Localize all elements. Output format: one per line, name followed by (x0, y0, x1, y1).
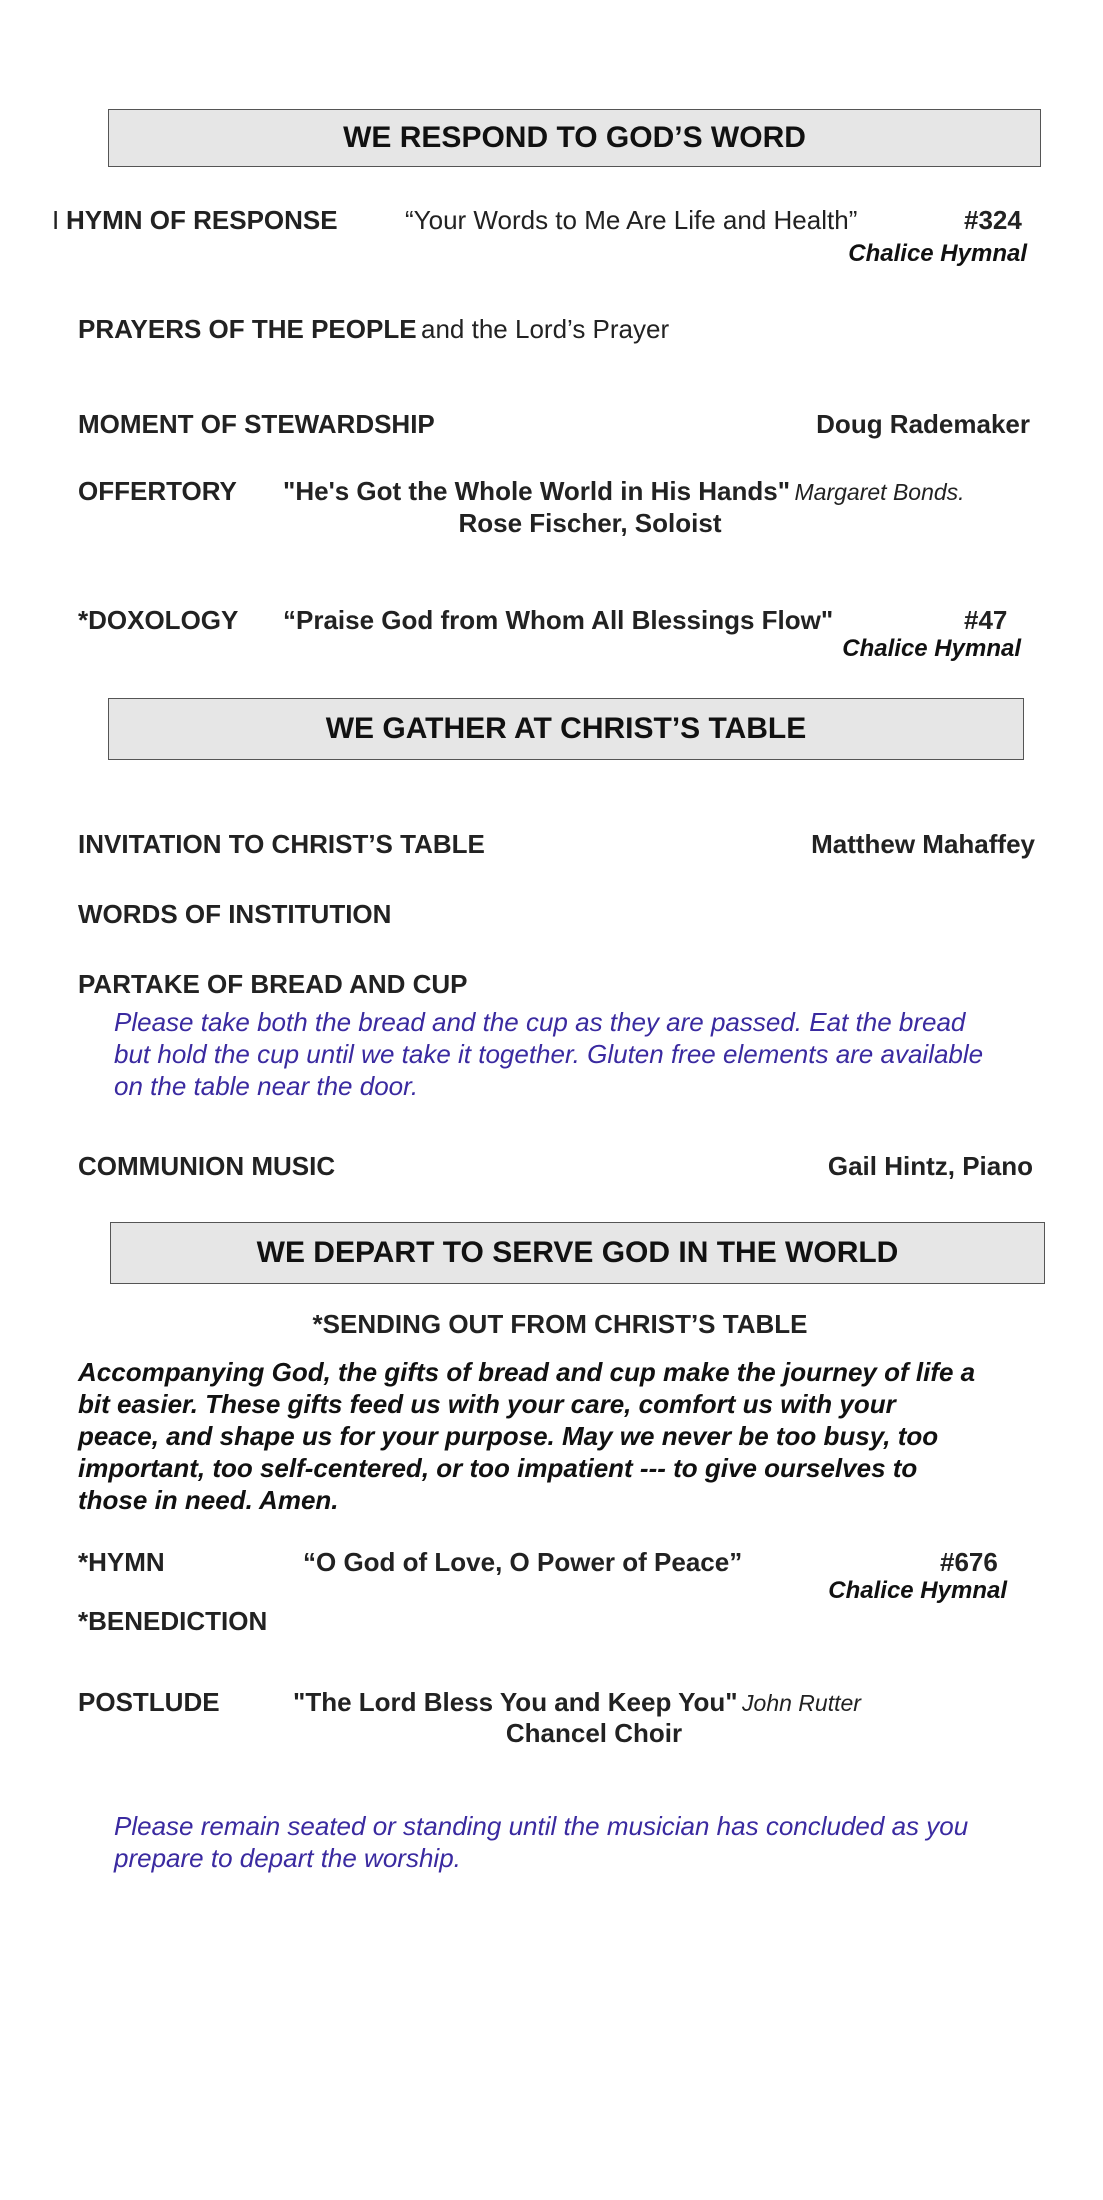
sending-prayer-line: bit easier. These gifts feed us with your care, comfort us with your (78, 1389, 896, 1419)
section-header-respond: WE RESPOND TO GOD’S WORD (108, 109, 1041, 167)
communion-music-label: COMMUNION MUSIC (78, 1151, 336, 1181)
communion-music-performer: Gail Hintz, Piano (827, 1151, 1033, 1181)
partake-note-line: on the table near the door. (114, 1071, 419, 1101)
postlude-performer: Chancel Choir (505, 1718, 683, 1748)
partake-note-line: Please take both the bread and the cup as they are passed. Eat the bread (114, 1007, 966, 1037)
doxology-number: #47 (964, 605, 1008, 635)
hymn-number: #676 (940, 1547, 998, 1577)
offertory-performer: Rose Fischer, Soloist (458, 508, 722, 538)
hymn-response-title: “Your Words to Me Are Life and Health” (405, 205, 858, 235)
hymn-label: *HYMN (78, 1547, 165, 1577)
sending-prayer (78, 1356, 975, 1516)
invitation-leader: Matthew Mahaffey (811, 829, 1035, 859)
hymn-source: Chalice Hymnal (828, 1577, 1007, 1604)
doxology-label: *DOXOLOGY (78, 605, 239, 635)
partake-note-line: but hold the cup until we take it together. Gluten free elements are available (114, 1039, 984, 1069)
doxology-title: “Praise God from Whom All Blessings Flow" (283, 605, 834, 635)
offertory-label: OFFERTORY (78, 476, 237, 506)
prayers-label: PRAYERS OF THE PEOPLE (78, 314, 417, 344)
invitation-label: INVITATION TO CHRIST’S TABLE (78, 829, 485, 859)
prayers-line (78, 314, 669, 345)
section-header-gather: WE GATHER AT CHRIST’S TABLE (108, 698, 1024, 760)
sending-prayer-line: peace, and shape us for your purpose. May we never be too busy, too (78, 1421, 939, 1451)
benediction-label: *BENEDICTION (78, 1606, 268, 1636)
stewardship-label: MOMENT OF STEWARDSHIP (78, 409, 435, 439)
prayers-rest: and the Lord’s Prayer (421, 314, 670, 344)
sending-prayer-line: those in need. Amen. (78, 1485, 339, 1515)
hymn-response-number: #324 (964, 205, 1022, 235)
institution-label: WORDS OF INSTITUTION (78, 899, 392, 929)
postlude-line (293, 1687, 861, 1718)
partake-label: PARTAKE OF BREAD AND CUP (78, 969, 468, 999)
postlude-label: POSTLUDE (78, 1687, 220, 1717)
hymn-response-label: HYMN OF RESPONSE (66, 205, 338, 235)
hymn-response-source: Chalice Hymnal (848, 240, 1027, 267)
sending-label: *SENDING OUT FROM CHRIST’S TABLE (312, 1309, 808, 1339)
closing-note-line: Please remain seated or standing until the musician has concluded as you (114, 1811, 969, 1841)
postlude-title: "The Lord Bless You and Keep You" (293, 1687, 738, 1717)
partake-note (114, 1006, 983, 1102)
hymn-title: “O God of Love, O Power of Peace” (303, 1547, 743, 1577)
stewardship-leader: Doug Rademaker (816, 409, 1030, 439)
margin-marker: I (52, 205, 60, 235)
offertory-line (283, 476, 965, 507)
sending-prayer-line: important, too self-centered, or too impatient --- to give ourselves to (78, 1453, 918, 1483)
sending-prayer-line: Accompanying God, the gifts of bread and cup make the journey of life a (78, 1357, 976, 1387)
postlude-composer: John Rutter (742, 1690, 861, 1716)
closing-note (114, 1810, 968, 1874)
closing-note-line: prepare to depart the worship. (114, 1843, 461, 1873)
doxology-source: Chalice Hymnal (842, 635, 1021, 662)
offertory-composer: Margaret Bonds. (794, 479, 965, 505)
section-header-depart: WE DEPART TO SERVE GOD IN THE WORLD (110, 1222, 1045, 1284)
offertory-title: "He's Got the Whole World in His Hands" (283, 476, 791, 506)
